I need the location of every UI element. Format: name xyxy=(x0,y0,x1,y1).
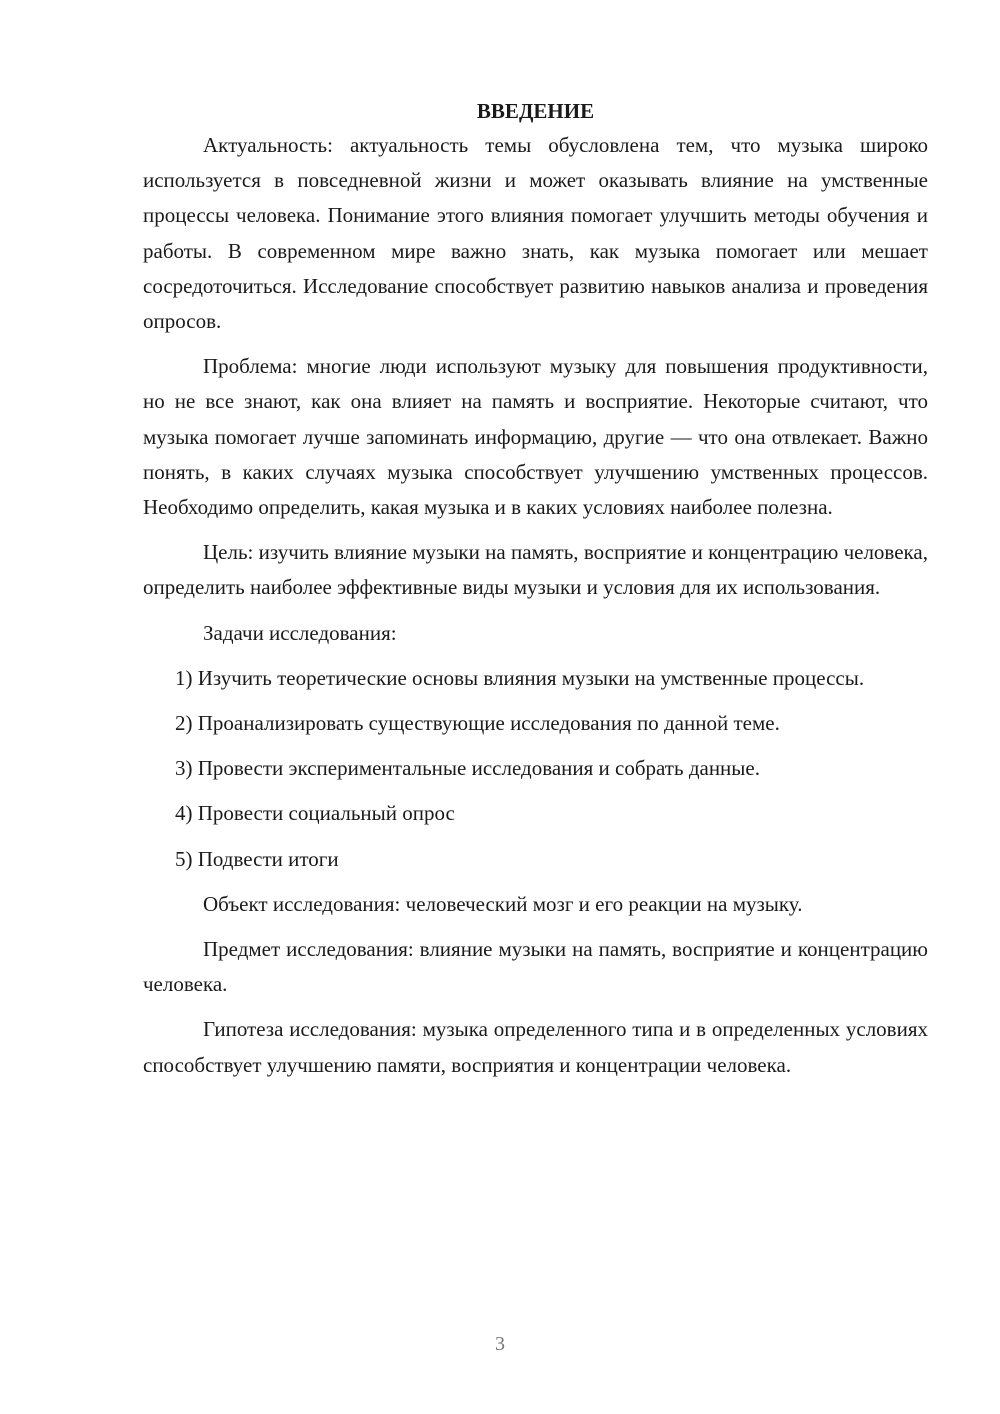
task-item: 3) Провести экспериментальные исследования и собрать данные. xyxy=(175,756,760,781)
task-item: 2) Проанализировать существующие исследования по данной теме. xyxy=(175,711,780,736)
task-item: 1) Изучить теоретические основы влияния музыки на умственные процессы. xyxy=(175,665,865,690)
hypothesis-paragraph: Гипотеза исследования: музыка определенного типа и в определенных условиях способствует улучшению памяти, восприятия и концентрации человека. xyxy=(143,1017,928,1077)
problem-paragraph: Проблема: многие люди используют музыку для повышения продуктивности, но не все знают, как она влияет на память и восприятие. Некоторые считают, что музыка помогает лучше запоминать информацию, другие — что она отвлекает. Важно понять, в каких случаях музыка способствует улучшению умственных процессов. Необходимо определить, какая музыка и в каких условиях наиболее полезна. xyxy=(143,354,928,520)
subject-paragraph: Предмет исследования: влияние музыки на память, восприятие и концентрацию человека. xyxy=(143,937,928,997)
page-title: ВВЕДЕНИЕ xyxy=(476,99,595,123)
goal-paragraph: Цель: изучить влияние музыки на память, восприятие и концентрацию человека, определить наиболее эффективные виды музыки и условия для их использования. xyxy=(143,540,928,600)
document-page xyxy=(143,96,928,1093)
object-paragraph: Объект исследования: человеческий мозг и его реакции на музыку. xyxy=(203,891,803,916)
tasks-heading: Задачи исследования: xyxy=(203,620,397,645)
task-item: 4) Провести социальный опрос xyxy=(175,801,455,826)
task-item: 5) Подвести итоги xyxy=(175,846,339,871)
page-number: 3 xyxy=(495,1333,505,1355)
relevance-paragraph: Актуальность: актуальность темы обусловлена тем, что музыка широко используется в повседневной жизни и может оказывать влияние на умственные процессы человека. Понимание этого влияния помогает улучшить методы обучения и работы. В современном мире важно знать, как музыка помогает или мешает сосредоточиться. Исследование способствует развитию навыков анализа и проведения опросов. xyxy=(143,133,928,334)
